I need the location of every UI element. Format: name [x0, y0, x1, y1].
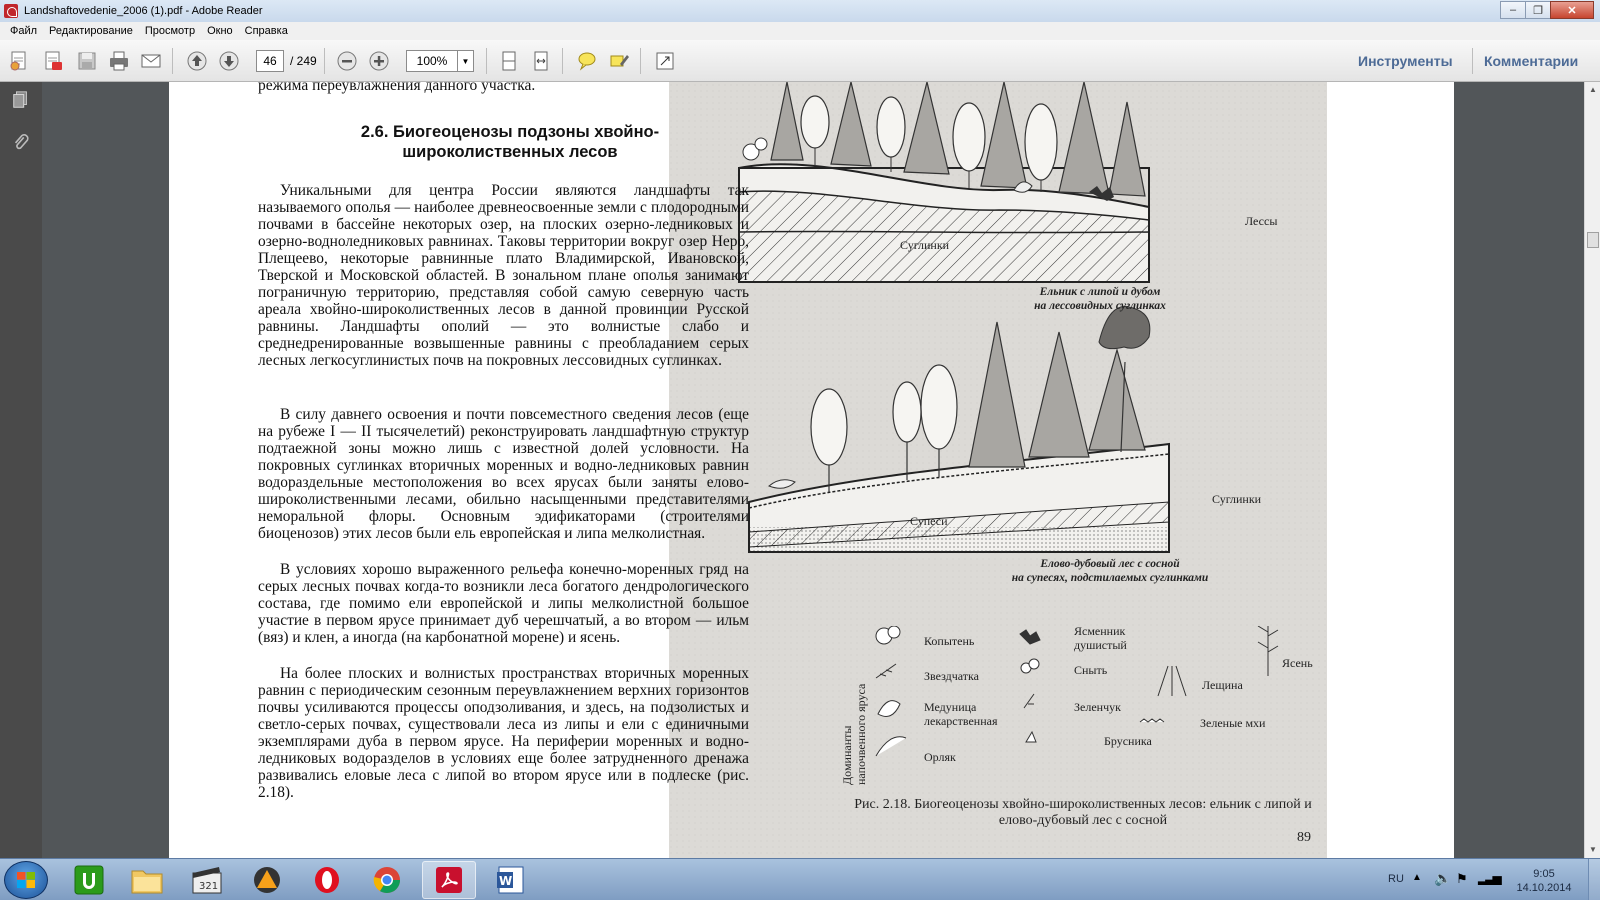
envelope-icon: [140, 50, 162, 72]
toolbar: [0, 40, 1600, 82]
save-icon: [76, 50, 98, 72]
legend-item-zelenchuk: Зеленчук: [1074, 700, 1121, 714]
chrome-icon: [372, 865, 402, 895]
save-button[interactable]: [74, 49, 100, 73]
speaker-icon[interactable]: 🔈: [1434, 870, 1452, 886]
legend-item-medunitsa: Медуница лекарственная: [924, 700, 998, 728]
page-thumbnails-button[interactable]: [9, 88, 33, 112]
menu-view[interactable]: Просмотр: [144, 25, 196, 37]
toolbar-separator: [640, 48, 641, 74]
toolbar-separator: [324, 48, 325, 74]
svg-text:W: W: [499, 874, 513, 888]
signal-icon[interactable]: ▂▃▅: [1478, 871, 1500, 885]
create-pdf-icon: [8, 50, 30, 72]
window-title-bar: [0, 0, 1600, 22]
menu-help[interactable]: Справка: [244, 25, 288, 37]
taskbar-vlc[interactable]: [240, 861, 294, 899]
ash-icon: [1258, 626, 1278, 676]
minimize-button[interactable]: –: [1500, 1, 1526, 19]
restore-button[interactable]: ❐: [1525, 1, 1551, 19]
fit-page-icon: [498, 50, 520, 72]
legend-item-moss: Зеленые мхи: [1200, 716, 1266, 730]
legend-item-snyt: Сныть: [1074, 663, 1108, 677]
minus-circle-icon: [336, 50, 358, 72]
scroll-up-arrow-icon[interactable]: ▲: [1589, 85, 1597, 94]
legend-title: Доминанты напочвенного яруса: [840, 683, 868, 785]
open-file-button[interactable]: [40, 49, 66, 73]
create-pdf-button[interactable]: [6, 49, 32, 73]
legend-item-yasen: Ясень: [1282, 656, 1313, 670]
acrobat-icon: [434, 865, 464, 895]
page-total: / 249: [290, 54, 317, 68]
highlight-button[interactable]: [606, 49, 632, 73]
film-clapper-icon: [191, 865, 223, 895]
taskbar-opera[interactable]: [300, 861, 354, 899]
clock-time: 9:05: [1533, 868, 1555, 880]
folder-icon: [130, 865, 164, 895]
zoom-in-button[interactable]: [366, 49, 392, 73]
toolbar-separator: [562, 48, 563, 74]
page-top-line: режима переувлажнения данного участка.: [258, 77, 536, 94]
print-icon: [108, 50, 130, 72]
read-mode-button[interactable]: [652, 49, 678, 73]
window-title: Landshaftovedenie_2006 (1).pdf - Adobe Reader: [24, 5, 263, 17]
zoom-select[interactable]: [406, 50, 474, 72]
taskbar-explorer[interactable]: [120, 861, 174, 899]
start-button[interactable]: [4, 861, 48, 899]
figure-caption: Рис. 2.18. Биогеоценозы хвойно-широколиственных лесов: ельник с липой и елово-дубовый лес с сосной: [854, 797, 1312, 828]
legend-item-orlyak: Орляк: [924, 750, 956, 764]
expand-icon: [654, 50, 676, 72]
menu-file[interactable]: Файл: [10, 25, 38, 37]
caption-bottom-2: на супесях, подстилаемых суглинками: [1011, 572, 1209, 584]
opera-icon: [312, 865, 342, 895]
lingonberry-icon: [1026, 732, 1036, 742]
toolbar-separator: [486, 48, 487, 74]
taskbar-chrome[interactable]: [360, 861, 414, 899]
caption-top-2: на лессовидных суглинках: [1034, 300, 1166, 312]
taskbar-word[interactable]: [484, 861, 538, 899]
language-indicator[interactable]: RU: [1388, 873, 1404, 885]
legend-item-brusnika: Брусника: [1104, 734, 1152, 748]
adobe-reader-icon: [4, 4, 18, 18]
vertical-scrollbar[interactable]: [1584, 82, 1600, 858]
pages-icon: [11, 90, 31, 110]
caption-top-1: Ельник с липой и дубом: [1039, 286, 1161, 298]
legend-item-yasmennik: Ясменник душистый: [1074, 624, 1127, 652]
action-center-icon[interactable]: ⚑: [1456, 871, 1468, 886]
add-comment-button[interactable]: [574, 49, 600, 73]
highlighter-icon: [608, 50, 630, 72]
next-page-button[interactable]: [216, 49, 242, 73]
email-button[interactable]: [138, 49, 164, 73]
navigation-panel: [0, 82, 42, 858]
legend-item-zvezdchatka: Звездчатка: [924, 669, 979, 683]
warning-cone-icon: [252, 865, 282, 895]
toolbar-separator: [172, 48, 173, 74]
zoom-out-button[interactable]: [334, 49, 360, 73]
scrollbar-thumb[interactable]: [1587, 232, 1599, 248]
starwort-icon: [876, 664, 896, 678]
system-clock[interactable]: [1516, 867, 1572, 895]
arrow-up-icon: [186, 50, 208, 72]
paragraph-4: На более плоских и волнистых пространствах вторичных моренных равнин с периодическим сезонным переувлажнением верхних горизонтов почвы усиливаются процессы оподзоливания, и здесь, на подзолистых и светло-серых почвах, существовали леса из липы и ели с единичными экземплярами дуба в первом ярусе. На периферии моренных и водно-ледниковых водоразделов в условиях еще более затрудненного дренажа развивались еловые леса с липой во втором ярусе или в подлеске (рис. 2.18).: [258, 665, 749, 801]
page-number-input[interactable]: [256, 50, 284, 72]
svg-text:321: 321: [199, 881, 219, 892]
menu-edit[interactable]: Редактирование: [49, 25, 133, 37]
paragraph-1: Уникальными для центра России являются ландшафты так называемого ополья — наиболее древнеосвоенные земли с плодородными почвами в бассейне некоторых озер, на плоских озерно-ледниковых и озерно-водноледниковых равнинах. Таковы территории вокруг озер Неро, Плещеево, некоторые равнинные плато Владимирской, Ивановской, Тверской и Московской областей. В зональном плане ополья занимают пограничную территорию, представляя собой самую северную часть ареала хвойно-широколиственных лесов в данной провинции Русской равнины. Ландшафты ополий — это волнистые слабо и среднедренированные возвышенные равнины с преобладанием серых лесных легкосуглинистых почв на покровных лессовидных суглинках.: [258, 182, 749, 369]
tray-chevron-icon[interactable]: ▲: [1412, 872, 1422, 883]
clock-date: 14.10.2014: [1516, 882, 1572, 894]
chevron-down-icon[interactable]: ▼: [457, 51, 473, 71]
show-desktop-button[interactable]: [1588, 859, 1600, 900]
paragraph-2: В силу давнего освоения и почти повсеместного сведения лесов (еще на рубеже I — II тысячелетий) реконструировать ландшафтную структур подтаежной зоны можно лишь с известной долей условности. На покровных суглинках вторичных моренных и водно-ледниковых равнин водораздельные местоположения во всех ярусах были заняты елово-широколиственными лесами, обильно насыщенными представителями неморальной флоры. Основным эдификаторами (строителями биоценозов) этих лесов были ель европейская и липа мелколистная.: [258, 406, 749, 542]
tools-pane-link[interactable]: Инструменты: [1358, 53, 1453, 69]
hazel-icon: [1158, 666, 1186, 696]
legend-item-leshina: Лещина: [1202, 678, 1243, 692]
close-button[interactable]: ✕: [1550, 1, 1594, 19]
attachments-button[interactable]: [9, 130, 33, 154]
comments-pane-link[interactable]: Комментарии: [1484, 53, 1579, 69]
previous-page-button[interactable]: [184, 49, 210, 73]
legend-item-kopytен: Копытень: [924, 634, 975, 648]
fit-window-button[interactable]: [528, 49, 554, 73]
lungwort-icon: [878, 701, 900, 717]
label-loam-bottom: Суглинки: [1212, 492, 1262, 506]
toolbar-separator: [1472, 48, 1473, 74]
label-loess: Лессы: [1245, 214, 1278, 228]
paperclip-icon: [11, 132, 31, 152]
fit-width-icon: [530, 50, 552, 72]
menu-window[interactable]: Окно: [207, 25, 233, 37]
bracken-icon: [876, 737, 906, 756]
taskbar-media-player[interactable]: [180, 861, 234, 899]
scroll-down-arrow-icon[interactable]: ▼: [1589, 845, 1597, 854]
plus-circle-icon: [368, 50, 390, 72]
windows-taskbar: [0, 858, 1600, 900]
utorrent-icon: [74, 865, 104, 895]
word-icon: [496, 865, 526, 895]
section-heading: 2.6. Биогеоценозы подзоны хвойно-широколиственных лесов: [360, 123, 660, 161]
paragraph-3: В условиях хорошо выраженного рельефа конечно-моренных гряд на серых лесных почвах когда-то возникли леса богатого дендрологического состава, где помимо ели европейской и липы мелколистной большое участие в первом ярусе принимает дуб черешчатый, а во втором — ильм (вяз) и клен, а иногда (на карбонатной морене) и ясень.: [258, 561, 749, 646]
label-sandy: Супеси: [910, 514, 948, 528]
scrolling-mode-button[interactable]: [496, 49, 522, 73]
taskbar-utorrent[interactable]: [62, 861, 116, 899]
green-moss-icon: [1140, 719, 1164, 722]
label-loam-top: Суглинки: [900, 238, 950, 252]
comment-icon: [576, 50, 598, 72]
open-pdf-icon: [42, 50, 64, 72]
caption-bottom-1: Елово-дубовый лес с сосной: [1040, 558, 1180, 570]
yellow-archangel-icon: [1024, 694, 1034, 708]
arrow-down-icon: [218, 50, 240, 72]
window-controls: [1501, 1, 1594, 19]
zoom-input[interactable]: [407, 51, 457, 71]
menu-bar: [0, 22, 1600, 40]
taskbar-adobe-reader[interactable]: [422, 861, 476, 899]
print-button[interactable]: [106, 49, 132, 73]
woodruff-icon: [1020, 630, 1040, 644]
page-number: 89: [1297, 830, 1311, 845]
